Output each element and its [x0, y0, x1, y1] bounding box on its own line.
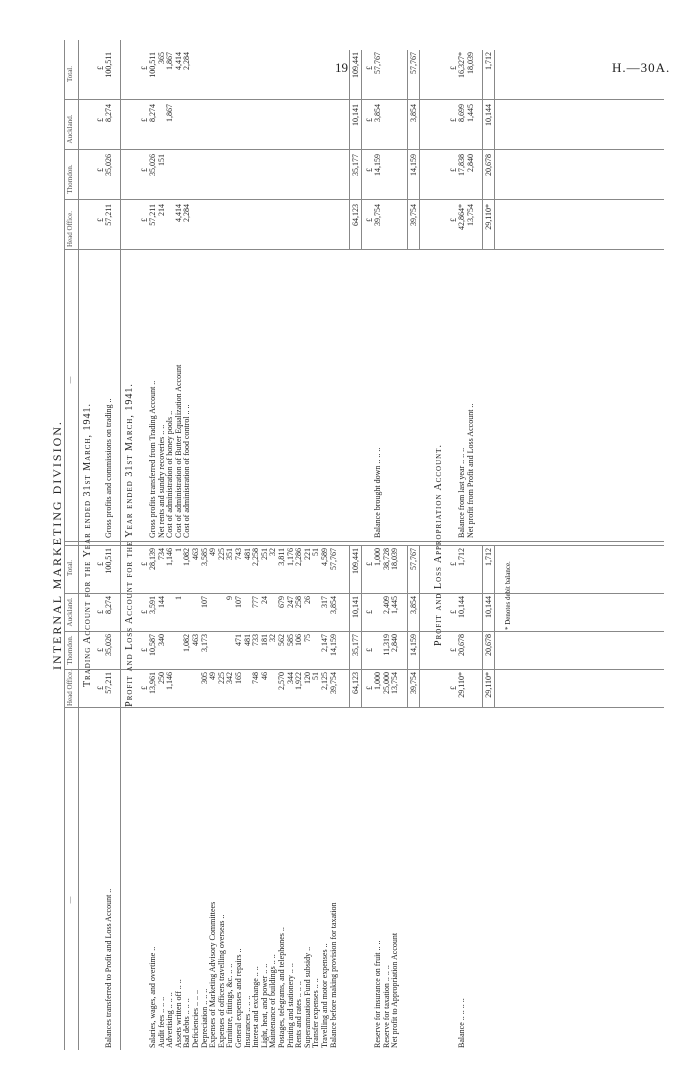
cell-total: 3,811 [277, 548, 286, 566]
total-th: 14,159 [409, 634, 418, 656]
row-label: Postages, telegrams, and telephones .. [277, 927, 286, 1048]
cell-total: 1,000 [373, 548, 383, 566]
total-au: 3,854 [409, 104, 418, 122]
pound-sign: £ [96, 562, 105, 566]
column-header: — [66, 896, 74, 904]
pound-sign: £ [365, 562, 375, 566]
pound-sign: £ [96, 648, 105, 652]
cell-total: 4,414 [173, 52, 183, 70]
page-code: H.—30A. [612, 60, 671, 75]
cell-au: 8,699 [457, 104, 466, 122]
row-label: Reserve for taxation .. .. .. [381, 965, 391, 1048]
cell-total: 1,867 [165, 52, 175, 70]
total-rule [361, 50, 362, 250]
total-ho: 64,123 [351, 672, 361, 694]
row-label: Gross profits transferred from Trading Account .. [148, 380, 157, 538]
cell-ho: 305 [199, 672, 209, 684]
total-au: 10,141 [351, 596, 361, 618]
cell-th: 481 [242, 634, 252, 646]
row-label: Salaries, wages, and overtime .. [148, 946, 157, 1048]
cell-total: 3,585 [199, 548, 209, 566]
row-label: Gross profits and commissions on trading .. [104, 398, 113, 538]
cell-au: 26 [302, 596, 312, 604]
total-au: 10,144 [484, 596, 494, 618]
cell-total: 351 [225, 548, 235, 560]
cell-au: 1,445 [465, 104, 475, 122]
cell-ho: 748 [251, 672, 261, 684]
pound-sign: £ [140, 66, 149, 70]
cell-total: 38,728 [381, 548, 391, 570]
cell-total: 225 [216, 548, 226, 560]
pound-sign: £ [449, 66, 458, 70]
row-label: Depreciation .. .. .. [199, 988, 209, 1048]
cell-th: 2,840 [390, 634, 400, 652]
total-rule [419, 546, 420, 708]
cell-total: 2,258 [251, 548, 261, 566]
row-label: Maintenance of buildings .. .. [268, 954, 278, 1048]
total-total: 57,767 [409, 548, 418, 570]
cell-au: 3,854 [328, 596, 338, 614]
total-rule [482, 50, 483, 250]
pound-sign: £ [140, 648, 149, 652]
row-label: Expenses of officers travelling overseas .. [216, 914, 226, 1048]
cell-au: 8,274 [104, 596, 113, 614]
column-header: Thorndon. [66, 164, 74, 194]
row-label: General expenses and repairs .. [234, 948, 243, 1048]
cell-total: 463 [191, 548, 200, 560]
cell-au: 2,409 [381, 596, 391, 614]
cell-total: 32 [268, 548, 278, 556]
center-divider [64, 541, 664, 542]
cell-th: 14,159 [373, 154, 383, 176]
cell-au: 8,274 [104, 104, 113, 122]
total-th: 35,177 [351, 154, 361, 176]
cell-total: 1 [173, 548, 183, 552]
row-label: Transfer expenses .. .. [311, 978, 321, 1048]
row-label: Balance brought down .. .. .. [373, 447, 383, 538]
row-label: Net profit from Profit and Loss Account .. [465, 403, 475, 538]
cell-au: 107 [199, 596, 209, 608]
row-label: Balance before making provision for taxation [328, 902, 338, 1048]
pound-sign: £ [96, 218, 105, 222]
pound-sign: £ [365, 648, 375, 652]
cell-ho: 25,000 [381, 672, 391, 694]
cell-total: 28,139 [148, 548, 157, 570]
column-header: — [66, 376, 74, 384]
row-label: Expenses of Marketing Advisory Committees [208, 901, 218, 1048]
cell-total: 734 [156, 548, 166, 560]
cell-th: 10,587 [148, 634, 157, 656]
pound-sign: £ [140, 686, 149, 690]
cell-total: 4,589 [320, 548, 329, 566]
cell-ho: 46 [259, 672, 269, 680]
cell-th: 3,173 [199, 634, 209, 652]
cell-total: 57,767 [328, 548, 338, 570]
cell-ho: 39,754 [328, 672, 338, 694]
total-total: 109,441 [351, 52, 361, 78]
total-ho: 64,123 [351, 204, 361, 226]
cell-total: 57,767 [373, 52, 383, 74]
cell-total: 100,511 [148, 52, 157, 78]
total-rule [407, 546, 408, 708]
cell-ho: 214 [156, 204, 166, 216]
pound-sign: £ [96, 66, 105, 70]
pound-sign: £ [140, 610, 149, 614]
cell-ho: 42,864* [457, 204, 466, 230]
row-label: Light, heat, and power .. .. [259, 963, 269, 1048]
pound-sign: £ [449, 562, 458, 566]
row-label: Balance .. .. .. .. [457, 998, 466, 1048]
cell-au: 317 [320, 596, 329, 608]
cell-total: 16,327* [457, 52, 466, 78]
pound-sign: £ [365, 118, 375, 122]
rule [120, 40, 121, 1050]
total-ho: 39,754 [409, 672, 418, 694]
pound-sign: £ [140, 218, 149, 222]
cell-au: 3,854 [373, 104, 383, 122]
cell-au: 10,144 [457, 596, 466, 618]
cell-ho: 250 [156, 672, 166, 684]
row-label: Rents and rates .. .. .. [294, 981, 304, 1048]
cell-th: 35,026 [104, 634, 113, 656]
column-header: Auckland. [66, 114, 74, 144]
cell-ho: 13,754 [390, 672, 400, 694]
pound-sign: £ [449, 648, 458, 652]
rotated-statement [50, 40, 690, 1050]
row-label: Bad debts .. .. .. [182, 998, 192, 1048]
cell-th: 733 [251, 634, 261, 646]
total-rule [494, 546, 495, 708]
cell-total: 1,712 [457, 548, 466, 566]
cell-au: 3,591 [148, 596, 157, 614]
cell-th: 463 [191, 634, 200, 646]
cell-th: 17,838 [457, 154, 466, 176]
cell-au: 258 [294, 596, 304, 608]
cell-total: 100,511 [104, 548, 113, 574]
row-label: Cost of administration of Butter Equalization Account [173, 364, 183, 538]
cell-total: 1,176 [285, 548, 295, 566]
cell-au: 144 [156, 596, 166, 608]
cell-th: 585 [285, 634, 295, 646]
row-label: Deficiencies .. .. .. [191, 990, 200, 1048]
cell-total: 1,146 [165, 548, 175, 566]
row-label: Assets written off .. .. [173, 979, 183, 1048]
footnote: * Denotes debit balance. [504, 561, 513, 630]
cell-au: 24 [259, 596, 269, 604]
column-header: Head Office. [66, 669, 74, 707]
cell-ho: 2,125 [320, 672, 329, 690]
total-au: 10,144 [484, 104, 494, 126]
cell-total: 18,039 [390, 548, 400, 570]
cell-total: 51 [311, 548, 321, 556]
pound-sign: £ [449, 118, 458, 122]
row-label: Furniture, fittings, &c. .. .. [225, 963, 235, 1048]
cell-total: 49 [208, 548, 218, 556]
cell-th: 106 [294, 634, 304, 646]
cell-total: 221 [302, 548, 312, 560]
cell-th: 2,147 [320, 634, 329, 652]
cell-au: 679 [277, 596, 286, 608]
column-header: Thorndon. [66, 635, 74, 665]
cell-th: 471 [234, 634, 243, 646]
column-divider [64, 593, 664, 594]
cell-au: 9 [225, 596, 235, 600]
row-label: Net rents and sundry recoveries .. .. [156, 424, 166, 538]
cell-th: 35,026 [148, 154, 157, 176]
pound-sign: £ [96, 610, 105, 614]
cell-th: 35,026 [104, 154, 113, 176]
pound-sign: £ [365, 168, 375, 172]
total-rule [407, 50, 408, 250]
cell-total: 18,039 [465, 52, 475, 74]
row-label: Advertising .. .. .. [165, 992, 175, 1048]
cell-total: 743 [234, 548, 243, 560]
column-divider [64, 545, 664, 546]
cell-ho: 1,000 [373, 672, 383, 690]
cell-th: 75 [302, 634, 312, 642]
pound-sign: £ [365, 218, 375, 222]
pound-sign: £ [140, 118, 149, 122]
pound-sign: £ [449, 168, 458, 172]
cell-th: 32 [268, 634, 278, 642]
column-header: Total. [66, 559, 74, 577]
cell-th: 14,159 [328, 634, 338, 656]
cell-th: 11,319 [381, 634, 391, 656]
cell-ho: 2,284 [182, 204, 192, 222]
section-trading: Trading Account for the Year ended 31st March, 1941. [82, 402, 93, 688]
cell-total: 2,284 [182, 52, 192, 70]
row-label: Balances transferred to Profit and Loss Account .. [104, 888, 113, 1048]
row-label: Superannuation Fund subsidy .. [302, 946, 312, 1048]
row-label: Reserve for insurance on fruit .. .. [373, 940, 383, 1048]
cell-ho: 4,414 [173, 204, 183, 222]
section-pl: Profit and Loss Account for the Year ended 31st March, 1941. [124, 383, 135, 707]
cell-ho: 49 [208, 672, 218, 680]
cell-ho: 57,211 [148, 204, 157, 226]
page-number: 19 [335, 60, 348, 75]
total-rule [349, 50, 350, 250]
row-label: Travelling and motor expenses .. [320, 943, 329, 1048]
cell-au: 1 [173, 596, 183, 600]
total-total: 57,767 [409, 52, 418, 74]
column-header: Auckland. [66, 597, 74, 627]
cell-total: 251 [259, 548, 269, 560]
total-ho: 29,110* [484, 672, 494, 698]
cell-ho: 225 [216, 672, 226, 684]
column-header: Head Office. [66, 210, 74, 248]
pound-sign: £ [96, 686, 105, 690]
pound-sign: £ [449, 218, 458, 222]
cell-th: 151 [156, 154, 166, 166]
total-ho: 29,110* [484, 204, 494, 230]
pound-sign: £ [96, 168, 105, 172]
total-rule [349, 546, 350, 708]
total-th: 14,159 [409, 154, 418, 176]
total-ho: 39,754 [409, 204, 418, 226]
cell-ho: 2,570 [277, 672, 286, 690]
row-label: Interest and exchange .. .. [251, 966, 261, 1048]
division-title: INTERNAL MARKETING DIVISION. [50, 420, 64, 670]
total-rule [361, 546, 362, 708]
cell-ho: 120 [302, 672, 312, 684]
cell-ho: 165 [234, 672, 243, 684]
cell-th: 20,678 [457, 634, 466, 656]
total-rule [494, 50, 495, 250]
cell-th: 181 [259, 634, 269, 646]
cell-ho: 13,754 [465, 204, 475, 226]
cell-ho: 1,922 [294, 672, 304, 690]
cell-ho: 39,754 [373, 204, 383, 226]
row-label: Cost of administration of food control .. .. [182, 404, 192, 538]
pound-sign: £ [96, 118, 105, 122]
cell-au: 107 [234, 596, 243, 608]
cell-ho: 342 [225, 672, 235, 684]
cell-ho: 13,961 [148, 672, 157, 694]
cell-au: 247 [285, 596, 295, 608]
total-rule [482, 546, 483, 708]
pound-sign: £ [365, 610, 375, 614]
cell-total: 365 [156, 52, 166, 64]
cell-au: 777 [251, 596, 261, 608]
row-label: Insurances .. .. .. [242, 995, 252, 1048]
row-label: Printing and stationery .. .. [285, 963, 295, 1048]
pound-sign: £ [365, 66, 375, 70]
pound-sign: £ [449, 686, 458, 690]
cell-th: 2,840 [465, 154, 475, 172]
total-th: 20,678 [484, 634, 494, 656]
cell-au: 1,445 [390, 596, 400, 614]
pound-sign: £ [449, 610, 458, 614]
total-total: 1,712 [484, 548, 494, 566]
cell-total: 100,511 [104, 52, 113, 78]
total-th: 20,678 [484, 154, 494, 176]
cell-ho: 57,211 [104, 204, 113, 226]
cell-ho: 29,110* [457, 672, 466, 698]
total-th: 35,177 [351, 634, 361, 656]
row-label: Balance from last year .. .. .. [457, 447, 466, 538]
column-header: Total. [66, 65, 74, 83]
pound-sign: £ [140, 168, 149, 172]
cell-th: 340 [156, 634, 166, 646]
total-au: 10,141 [351, 104, 361, 126]
section-appropriation: Profit and Loss Appropriation Account. [433, 444, 444, 646]
total-au: 3,854 [409, 596, 418, 614]
row-label: Cost of administration of honey pools .. [165, 410, 175, 538]
row-label: Audit fees .. .. .. [156, 996, 166, 1048]
cell-ho: 1,146 [165, 672, 175, 690]
cell-ho: 57,211 [104, 672, 113, 694]
cell-total: 1,082 [182, 548, 192, 566]
cell-total: 2,286 [294, 548, 304, 566]
cell-au: 1,867 [165, 104, 175, 122]
cell-th: 562 [277, 634, 286, 646]
total-total: 1,712 [484, 52, 494, 70]
cell-ho: 51 [311, 672, 321, 680]
column-divider [64, 99, 664, 100]
cell-ho: 344 [285, 672, 295, 684]
pound-sign: £ [140, 562, 149, 566]
cell-total: 481 [242, 548, 252, 560]
cell-au: 8,274 [148, 104, 157, 122]
total-total: 109,441 [351, 548, 361, 574]
row-label: Net profit to Appropriation Account [390, 932, 400, 1048]
pound-sign: £ [365, 686, 375, 690]
total-rule [419, 50, 420, 250]
cell-th: 1,082 [182, 634, 192, 652]
